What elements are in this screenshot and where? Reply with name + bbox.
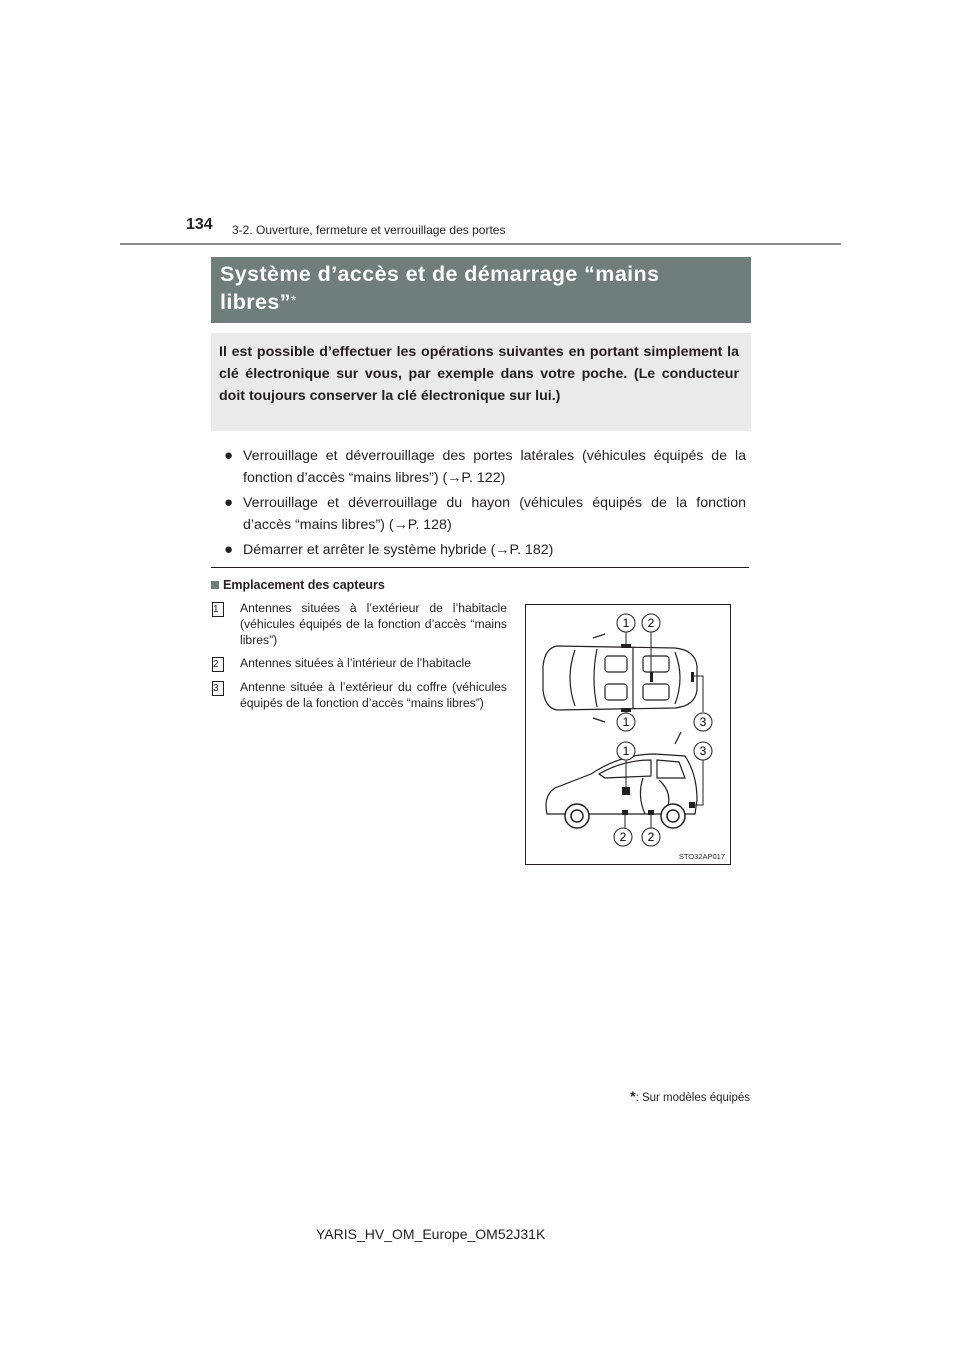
equipped-mark: *	[290, 292, 297, 308]
list-item	[224, 492, 746, 536]
page-number: 134	[186, 216, 213, 233]
callout-label: 3	[699, 744, 707, 758]
number-badge: 1	[212, 602, 224, 617]
section-title-text: Système d’accès et de démarrage “mains libres”	[220, 262, 660, 314]
chapter-title: 3-2. Ouverture, fermeture et verrouillage des portes	[232, 223, 506, 237]
callout-label: 1	[622, 715, 630, 729]
sensor-location-diagram	[525, 604, 731, 865]
footnote	[620, 1088, 750, 1104]
callout-label: 2	[647, 830, 655, 844]
bullet-icon: ●	[224, 541, 234, 558]
intro-box	[211, 333, 751, 431]
sensor-item	[211, 680, 507, 712]
callout-label: 2	[619, 830, 627, 844]
intro-text: Il est possible d’effectuer les opérations suivantes en portant simplement la clé électronique sur vous, par exemple dans votre poche. (Le conducteur doit toujours conserver la clé électronique sur lui.)	[219, 344, 739, 404]
square-bullet-icon	[211, 581, 219, 589]
sensor-heading	[211, 578, 385, 592]
list-item-text: Démarrer et arrêter le système hybride (→P. 182)	[243, 542, 554, 558]
header-divider	[120, 243, 841, 245]
sensor-list	[211, 601, 507, 720]
sensor-item-text: Antennes situées à l’intérieur de l’habitacle	[240, 656, 472, 671]
bullet-icon: ●	[224, 494, 234, 511]
list-item	[224, 539, 746, 561]
callout-label: 2	[647, 616, 655, 630]
footnote-star: *	[630, 1088, 636, 1104]
section-title-banner	[211, 257, 751, 323]
feature-list	[224, 445, 746, 564]
section-title	[220, 260, 740, 316]
footnote-text: : Sur modèles équipés	[635, 1092, 750, 1104]
list-item-text: Verrouillage et déverrouillage des portes latérales (véhicules équipés de la fonction d’accès “mains libres”) (→P. 122)	[243, 448, 746, 486]
callout-label: 3	[699, 715, 707, 729]
document-id: YARIS_HV_OM_Europe_OM52J31K	[316, 1226, 546, 1242]
number-badge: 3	[212, 681, 224, 696]
sensor-item	[211, 656, 507, 672]
bullet-icon: ●	[224, 447, 234, 464]
diagram-code: STO32AP017	[678, 852, 725, 861]
sensor-item	[211, 601, 507, 648]
sensor-item-text: Antenne située à l’extérieur du coffre (véhicules équipés de la fonction d’accès “mains libres”)	[240, 680, 507, 710]
sensor-heading-text: Emplacement des capteurs	[223, 578, 385, 592]
callout-label: 1	[622, 744, 630, 758]
section-divider	[211, 567, 749, 568]
list-item-text: Verrouillage et déverrouillage du hayon (véhicules équipés de la fonction d’accès “mains libres”) (→P. 128)	[243, 495, 746, 533]
callout-label: 1	[622, 616, 630, 630]
number-badge: 2	[212, 657, 224, 672]
sensor-item-text: Antennes situées à l’extérieur de l’habitacle (véhicules équipés de la fonction d’accès “mains libres”)	[240, 601, 507, 647]
list-item	[224, 445, 746, 489]
